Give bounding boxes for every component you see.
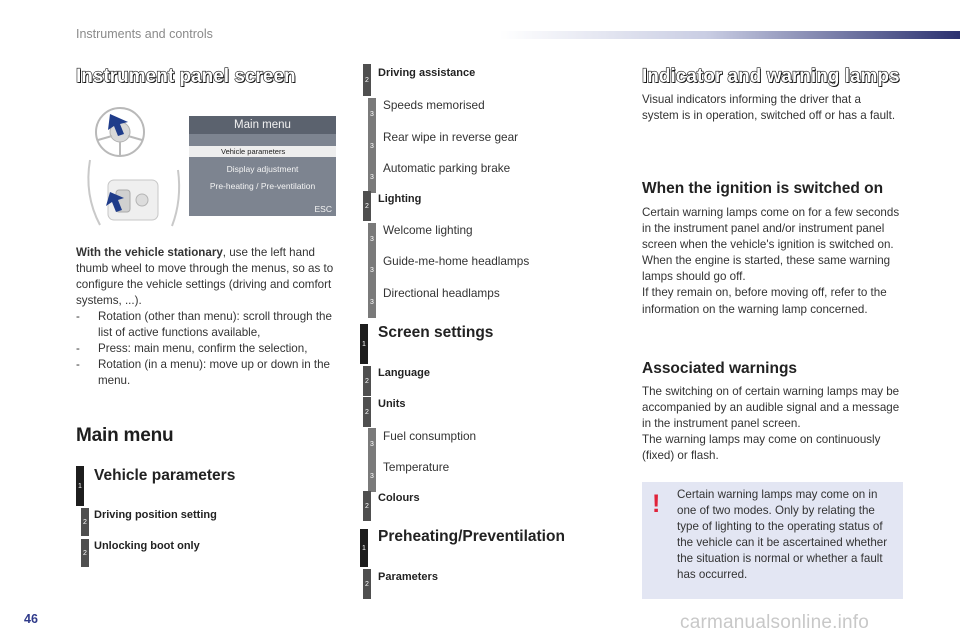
directional-headlamps-item: Directional headlamps [383,286,500,300]
unlocking-boot-item: Unlocking boot only [94,540,200,552]
level-marker: 1 [76,466,84,506]
level-marker: 3 [368,161,376,193]
parameters-item: Parameters [378,571,438,583]
temperature-item: Temperature [383,460,450,474]
page-number: 46 [24,612,38,626]
level-marker: 2 [363,366,371,396]
level-marker: 2 [363,64,371,96]
level-marker: 3 [368,254,376,286]
colours-item: Colours [378,492,420,504]
guide-me-home-item: Guide-me-home headlamps [383,254,530,268]
level-marker: 3 [368,460,376,492]
bullet-list [76,309,338,389]
intro-bold: With the vehicle stationary [76,246,223,259]
preheating-heading: Preheating/Preventilation [378,528,565,545]
ignition-heading: When the ignition is switched on [642,180,884,197]
driving-position-item: Driving position setting [94,509,217,521]
watermark: carmanualsonline.info [680,612,870,633]
screen-menu-item: Pre-heating / Pre-ventilation [209,181,316,191]
welcome-lighting-item: Welcome lighting [383,223,473,237]
level-marker: 2 [81,508,89,536]
level-marker: 1 [360,529,368,567]
bullet-item: - Press: main menu, confirm the selection, [76,342,308,356]
level-marker: 3 [368,286,376,318]
header-gradient-bar [500,31,960,39]
associated-warnings-heading: Associated warnings [642,360,798,377]
screen-menu-selected: Vehicle parameters [189,146,336,157]
fuel-consumption-item: Fuel consumption [383,429,477,443]
level-marker: 3 [368,130,376,162]
intro-rest: , use the left hand thumb wheel to move through the menus, so as to configure the vehicle settings (driving and comfort systems, ...). [76,246,334,308]
screen-menu-item: Display adjustment [226,164,299,174]
section-header: Instruments and controls [76,27,213,41]
ignition-text: Certain warning lamps come on for a few seconds in the instrument panel and/or instrument panel screen when the vehicle's ignition is switched on. When the engine is started, these same warning lamps should go off. If they remain on, before moving off, refer to the information on the warning lamp concerned. [642,206,900,316]
vehicle-parameters-heading: Vehicle parameters [94,467,236,484]
warning-exclamation-icon: ! [652,490,661,518]
level-marker: 3 [368,98,376,130]
level-marker: 2 [363,191,371,221]
bullet-item: - Rotation (in a menu): move up or down in the menu. [76,358,330,388]
driving-assistance-heading: Driving assistance [378,67,476,79]
units-heading: Units [378,398,406,410]
screen-menu-title: Main menu [189,116,336,134]
level-marker: 1 [360,324,368,364]
main-menu-title: Main menu [76,425,174,446]
level-marker: 3 [368,223,376,255]
level-marker: 3 [368,428,376,460]
intro-paragraph [76,245,338,309]
lighting-heading: Lighting [378,193,422,205]
bullet-item: - Rotation (other than menu): scroll through the list of active functions available, [76,310,332,340]
language-item: Language [378,367,430,379]
level-marker: 2 [363,491,371,521]
level-marker: 2 [363,397,371,427]
indicator-intro: Visual indicators informing the driver that a system is in operation, switched off or has a fault. [642,93,896,123]
indicator-warning-title: Indicator and warning lamps [642,66,900,87]
level-marker: 2 [81,539,89,567]
rear-wipe-item: Rear wipe in reverse gear [383,130,519,144]
note-text: Certain warning lamps may come on in one of two modes. Only by relating the type of lighting to the operating status of the vehicle can it be ascertained whether the situation is normal or whether a fault has occurred. [677,488,888,582]
screen-settings-heading: Screen settings [378,324,494,341]
level-marker: 2 [363,569,371,599]
screen-menu-esc: ESC [314,204,332,214]
auto-parking-brake-item: Automatic parking brake [383,161,511,175]
speeds-memorised-item: Speeds memorised [383,98,485,112]
steering-wheel-illustration [80,100,185,230]
screen-menu-illustration [189,116,336,216]
instrument-panel-title: Instrument panel screen [76,66,296,87]
associated-warnings-text: The switching on of certain warning lamps may be accompanied by an audible signal and a message in the instrument panel screen. The warning lamps may come on continuously (fixed) or flash. [642,385,900,463]
